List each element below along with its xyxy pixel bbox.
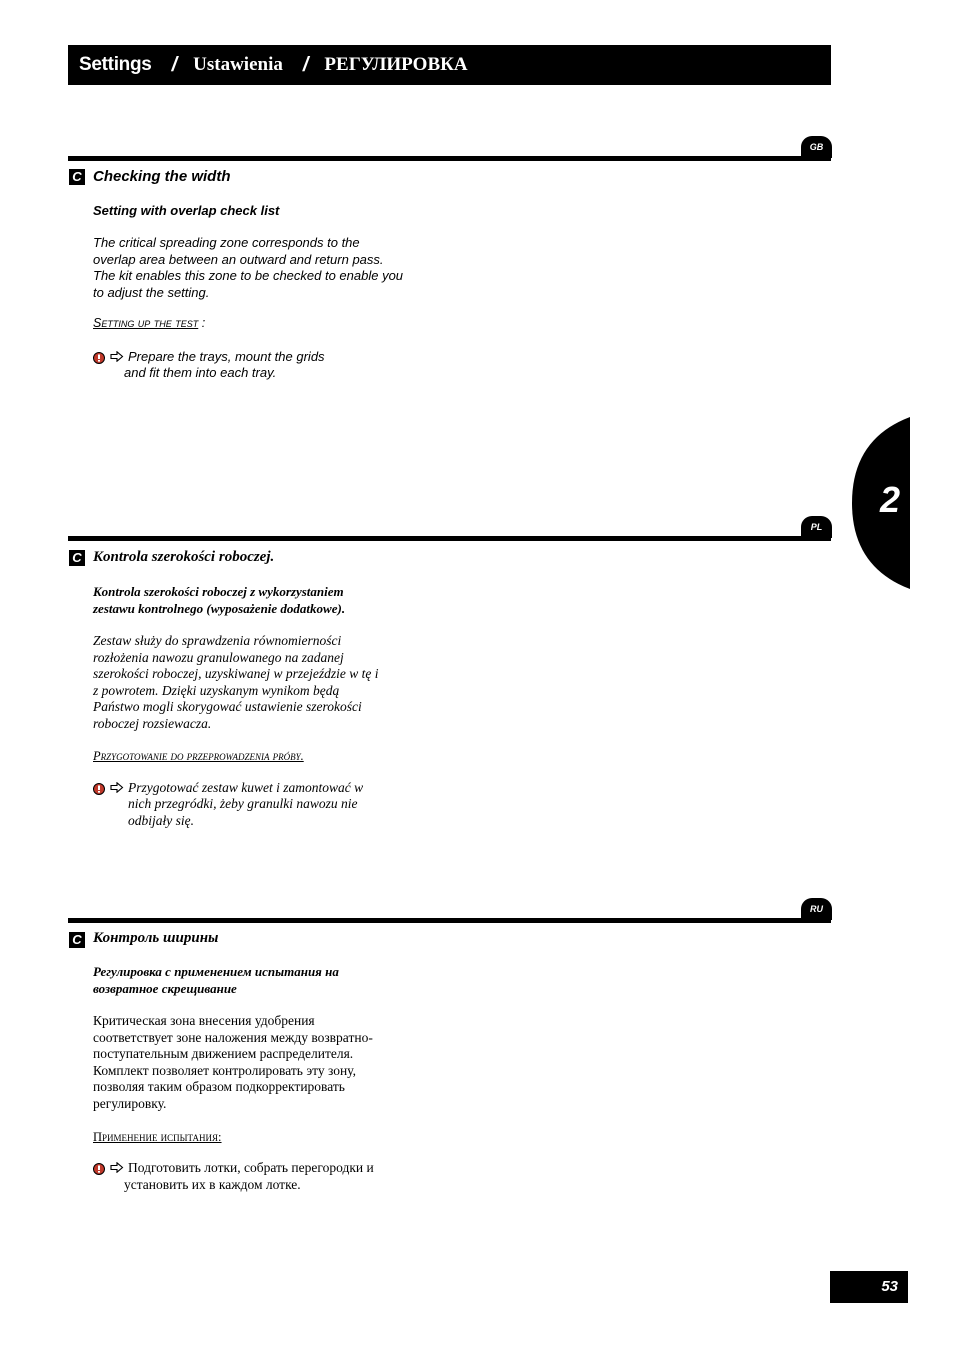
setup-heading-gb [93,316,205,330]
lang-badge-pl: PL [801,516,832,538]
header-separator: / [302,53,309,76]
lang-badge-gb: GB [801,136,832,158]
section-title-ru: Контроль ширины [93,930,219,946]
header-title-ru: РЕГУЛИРОВКА [324,54,468,75]
section-body-ru [93,1013,433,1112]
body-line: The kit enables this zone to be checked to enable you [93,268,404,283]
setup-heading-pl [93,747,304,765]
body-line: rozłożenia nawozu granulowanego na zadanej [93,649,344,665]
step-line-pl-3: odbijały się. [128,813,194,828]
header-separator: / [171,53,178,76]
section-rule-gb [68,156,831,161]
warning-icon [93,1163,105,1175]
section-rule-ru [68,918,831,923]
setup-heading-ru [93,1128,222,1146]
body-line: z powrotem. Dzięki uzyskanym wynikom będą [93,682,340,698]
section-marker-pl: C [69,550,85,566]
body-line: Zestaw służy do sprawdzenia równomierności [93,633,342,648]
header-title-en: Settings [79,54,152,75]
arrow-right-icon [110,1162,124,1173]
header-title-pl: Ustawienia [193,54,283,75]
body-line: Критическая зона внесения удобрения [93,1013,315,1028]
subtitle-line: zestawu kontrolnego (wyposażenie dodatkowe). [93,600,346,616]
body-line: соответствует зоне наложения между возвратно- [93,1029,373,1045]
body-line: Комплект позволяет контролировать эту зону, [93,1062,356,1078]
body-line: позволяя таким образом подкорректировать [93,1079,345,1094]
section-subtitle-pl [93,584,345,617]
subtitle-line: Kontrola szerokości roboczej z wykorzystaniem [93,584,344,599]
subtitle-line: возвратное скрещивание [93,980,237,996]
setup-heading-text: Setting up the test [93,316,199,330]
section-subtitle-gb: Setting with overlap check list [93,203,280,218]
setup-heading-suffix: : [198,316,206,330]
step-line-ru-2: установить их в каждом лотке. [124,1177,301,1192]
body-line: The critical spreading zone corresponds to the [93,235,360,250]
arrow-right-icon [110,351,124,362]
chapter-number: 2 [879,479,901,520]
arrow-right-icon [110,782,124,793]
step-line-gb-2: and fit them into each tray. [124,365,277,380]
section-subtitle-ru [93,964,339,997]
step-line-ru-1: Подготовить лотки, собрать перегородки и [128,1160,374,1175]
section-body-gb [93,235,433,301]
warning-icon [93,352,105,364]
body-line: поступательным движением распределителя. [93,1046,354,1061]
body-line: szerokości roboczej, uzyskiwanej w przejeździe w tę i [93,666,379,681]
setup-heading-text: Применение испытания: [93,1130,222,1144]
section-title-pl: Kontrola szerokości roboczej. [93,549,275,565]
page-number: 53 [830,1271,908,1303]
section-body-pl [93,633,433,732]
warning-icon [93,783,105,795]
lang-badge-ru: RU [801,898,832,920]
setup-heading-text: Przygotowanie do przeprowadzenia próby. [93,749,304,763]
section-marker-ru: C [69,932,85,948]
step-line-gb-1: Prepare the trays, mount the grids [128,349,325,364]
step-line-pl-1: Przygotować zestaw kuwet i zamontować w [128,780,364,795]
step-line-pl-2: nich przegródki, żeby granulki nawozu nie [128,796,358,811]
body-line: roboczej rozsiewacza. [93,715,212,731]
body-line: регулировку. [93,1095,167,1111]
subtitle-line: Регулировка с применением испытания на [93,964,339,979]
body-line: overlap area between an outward and return pass. [93,251,384,267]
body-line: to adjust the setting. [93,284,210,300]
section-marker-gb: C [69,169,85,185]
section-title-gb: Checking the width [93,168,231,185]
page-header [68,45,831,85]
section-rule-pl [68,536,831,541]
body-line: Państwo mogli skorygować ustawienie szerokości [93,699,362,714]
